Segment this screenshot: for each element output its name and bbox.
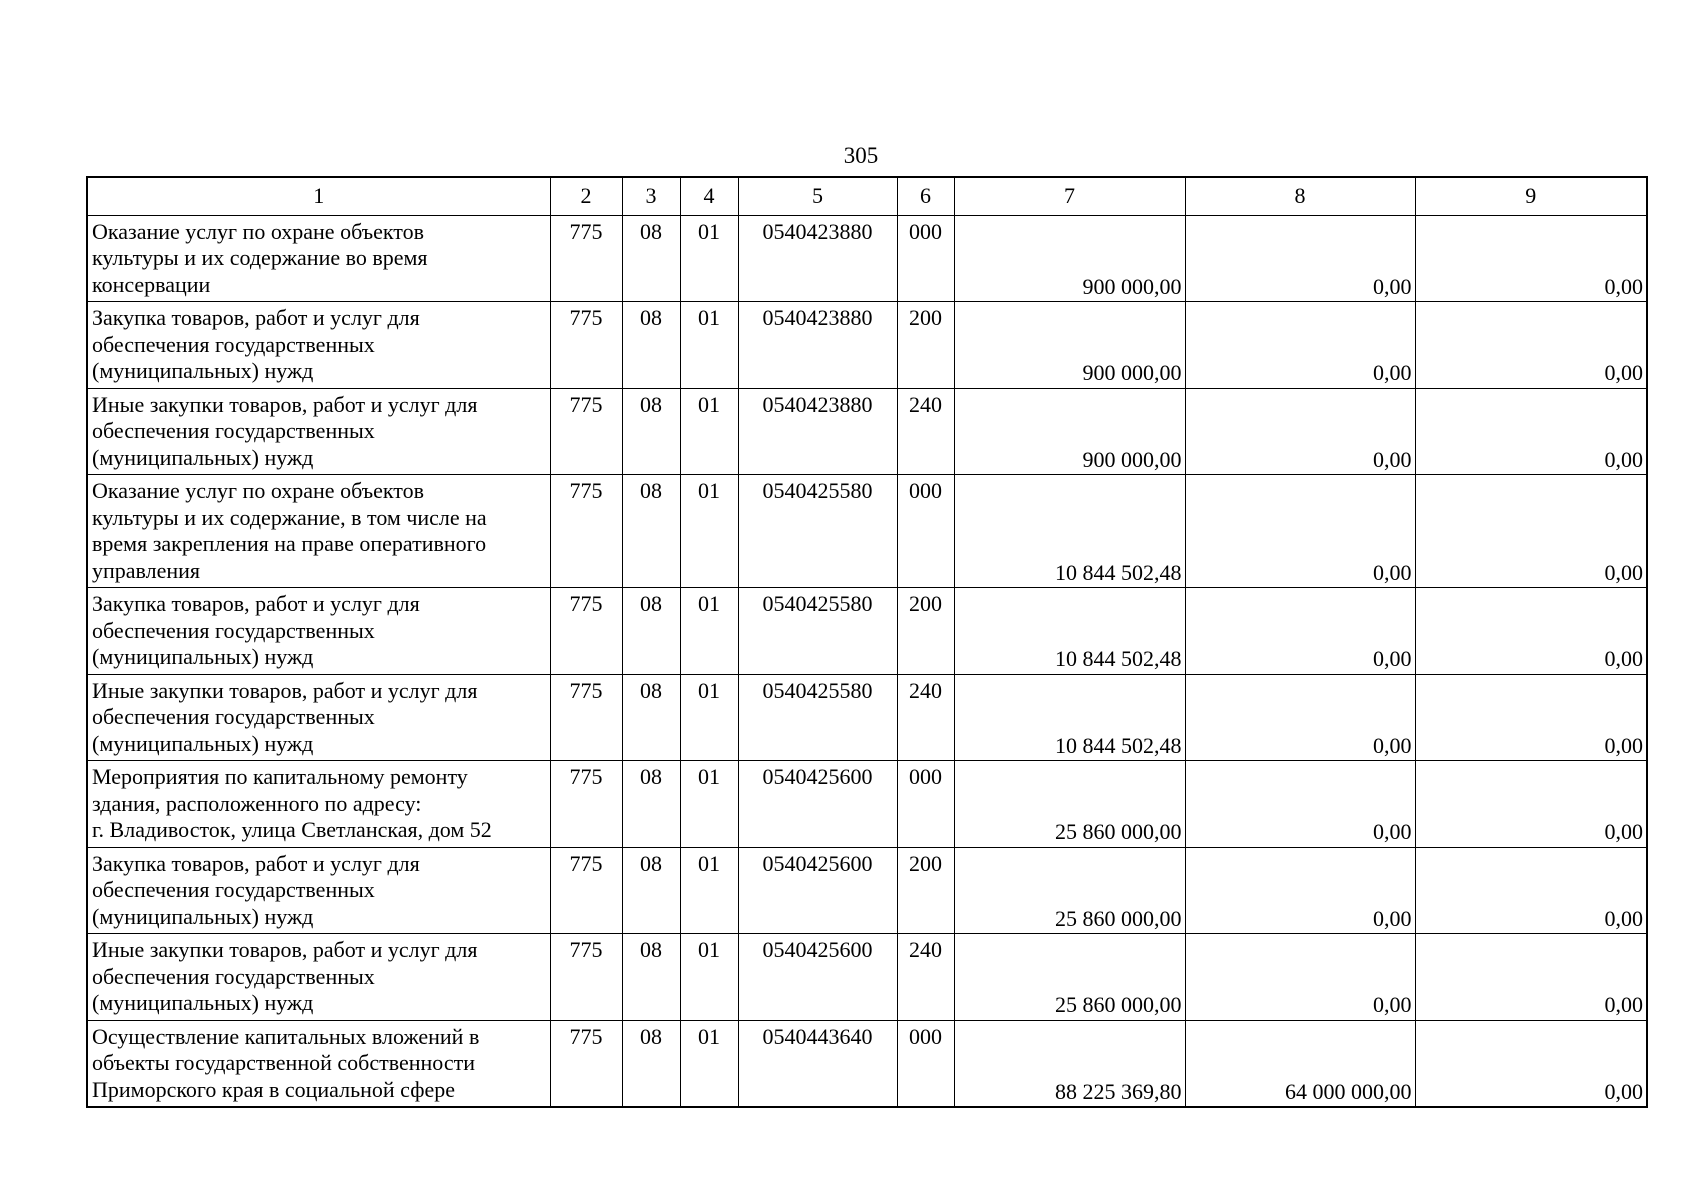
cell-target-article: 0540425580 bbox=[738, 674, 897, 761]
cell-amount-col8: 0,00 bbox=[1185, 674, 1415, 761]
budget-table bbox=[86, 176, 1648, 1108]
table-row bbox=[87, 674, 1647, 761]
cell-amount-col7: 900 000,00 bbox=[954, 215, 1185, 302]
cell-target-article: 0540425600 bbox=[738, 934, 897, 1021]
header-cell-3: 3 bbox=[622, 177, 680, 215]
table-row bbox=[87, 475, 1647, 588]
header-cell-5: 5 bbox=[738, 177, 897, 215]
cell-section: 08 bbox=[622, 215, 680, 302]
cell-target-article: 0540423880 bbox=[738, 388, 897, 475]
table-row bbox=[87, 215, 1647, 302]
cell-amount-col8: 0,00 bbox=[1185, 215, 1415, 302]
cell-description: Осуществление капитальных вложений в объекты государственной собственности Приморского края в социальной сфере bbox=[87, 1020, 550, 1107]
cell-subsection: 01 bbox=[680, 588, 738, 675]
header-cell-8: 8 bbox=[1185, 177, 1415, 215]
header-cell-2: 2 bbox=[550, 177, 622, 215]
cell-amount-col9: 0,00 bbox=[1415, 388, 1647, 475]
cell-subsection: 01 bbox=[680, 475, 738, 588]
table-row bbox=[87, 588, 1647, 675]
cell-amount-col9: 0,00 bbox=[1415, 674, 1647, 761]
header-cell-9: 9 bbox=[1415, 177, 1647, 215]
cell-section: 08 bbox=[622, 475, 680, 588]
header-cell-4: 4 bbox=[680, 177, 738, 215]
cell-amount-col7: 900 000,00 bbox=[954, 388, 1185, 475]
cell-expense-type: 240 bbox=[897, 934, 954, 1021]
cell-section: 08 bbox=[622, 588, 680, 675]
cell-description: Иные закупки товаров, работ и услуг для обеспечения государственных (муниципальных) нужд bbox=[87, 934, 550, 1021]
cell-section: 08 bbox=[622, 388, 680, 475]
cell-amount-col9: 0,00 bbox=[1415, 1020, 1647, 1107]
cell-amount-col8: 0,00 bbox=[1185, 475, 1415, 588]
cell-target-article: 0540423880 bbox=[738, 215, 897, 302]
cell-subsection: 01 bbox=[680, 388, 738, 475]
cell-subsection: 01 bbox=[680, 674, 738, 761]
cell-description: Закупка товаров, работ и услуг для обеспечения государственных (муниципальных) нужд bbox=[87, 302, 550, 389]
cell-section: 08 bbox=[622, 674, 680, 761]
cell-ministry-code: 775 bbox=[550, 475, 622, 588]
page-number: 305 bbox=[843, 143, 879, 168]
cell-amount-col7: 25 860 000,00 bbox=[954, 761, 1185, 848]
cell-target-article: 0540425580 bbox=[738, 588, 897, 675]
table-body bbox=[87, 215, 1647, 1107]
cell-section: 08 bbox=[622, 934, 680, 1021]
cell-amount-col8: 0,00 bbox=[1185, 847, 1415, 934]
table-row bbox=[87, 1020, 1647, 1107]
cell-target-article: 0540443640 bbox=[738, 1020, 897, 1107]
cell-target-article: 0540423880 bbox=[738, 302, 897, 389]
cell-ministry-code: 775 bbox=[550, 302, 622, 389]
header-cell-1: 1 bbox=[87, 177, 550, 215]
cell-amount-col9: 0,00 bbox=[1415, 475, 1647, 588]
cell-ministry-code: 775 bbox=[550, 588, 622, 675]
cell-ministry-code: 775 bbox=[550, 215, 622, 302]
cell-amount-col7: 10 844 502,48 bbox=[954, 674, 1185, 761]
cell-ministry-code: 775 bbox=[550, 934, 622, 1021]
cell-target-article: 0540425600 bbox=[738, 847, 897, 934]
table-row bbox=[87, 847, 1647, 934]
cell-expense-type: 240 bbox=[897, 674, 954, 761]
cell-expense-type: 240 bbox=[897, 388, 954, 475]
cell-amount-col7: 10 844 502,48 bbox=[954, 475, 1185, 588]
cell-amount-col7: 25 860 000,00 bbox=[954, 934, 1185, 1021]
cell-amount-col8: 0,00 bbox=[1185, 388, 1415, 475]
cell-expense-type: 000 bbox=[897, 215, 954, 302]
cell-expense-type: 200 bbox=[897, 588, 954, 675]
cell-expense-type: 200 bbox=[897, 847, 954, 934]
cell-description: Иные закупки товаров, работ и услуг для обеспечения государственных (муниципальных) нужд bbox=[87, 674, 550, 761]
table-row bbox=[87, 934, 1647, 1021]
table-row bbox=[87, 761, 1647, 848]
cell-subsection: 01 bbox=[680, 215, 738, 302]
cell-subsection: 01 bbox=[680, 847, 738, 934]
cell-description: Иные закупки товаров, работ и услуг для обеспечения государственных (муниципальных) нужд bbox=[87, 388, 550, 475]
cell-amount-col9: 0,00 bbox=[1415, 215, 1647, 302]
header-cell-7: 7 bbox=[954, 177, 1185, 215]
cell-amount-col9: 0,00 bbox=[1415, 302, 1647, 389]
cell-amount-col8: 0,00 bbox=[1185, 761, 1415, 848]
cell-ministry-code: 775 bbox=[550, 388, 622, 475]
cell-amount-col9: 0,00 bbox=[1415, 934, 1647, 1021]
table-row bbox=[87, 302, 1647, 389]
cell-ministry-code: 775 bbox=[550, 847, 622, 934]
cell-expense-type: 000 bbox=[897, 761, 954, 848]
cell-amount-col7: 10 844 502,48 bbox=[954, 588, 1185, 675]
cell-amount-col9: 0,00 bbox=[1415, 847, 1647, 934]
cell-subsection: 01 bbox=[680, 1020, 738, 1107]
cell-description: Мероприятия по капитальному ремонту здания, расположенного по адресу: г. Владивосток, улица Светланская, дом 52 bbox=[87, 761, 550, 848]
cell-amount-col7: 88 225 369,80 bbox=[954, 1020, 1185, 1107]
cell-amount-col8: 64 000 000,00 bbox=[1185, 1020, 1415, 1107]
cell-subsection: 01 bbox=[680, 302, 738, 389]
cell-expense-type: 200 bbox=[897, 302, 954, 389]
cell-subsection: 01 bbox=[680, 934, 738, 1021]
cell-amount-col8: 0,00 bbox=[1185, 588, 1415, 675]
header-row bbox=[87, 177, 1647, 215]
cell-target-article: 0540425580 bbox=[738, 475, 897, 588]
cell-description: Оказание услуг по охране объектов культуры и их содержание, в том числе на время закрепления на праве оперативного управления bbox=[87, 475, 550, 588]
cell-ministry-code: 775 bbox=[550, 761, 622, 848]
cell-amount-col7: 900 000,00 bbox=[954, 302, 1185, 389]
cell-section: 08 bbox=[622, 302, 680, 389]
cell-subsection: 01 bbox=[680, 761, 738, 848]
cell-amount-col7: 25 860 000,00 bbox=[954, 847, 1185, 934]
cell-amount-col9: 0,00 bbox=[1415, 588, 1647, 675]
cell-amount-col9: 0,00 bbox=[1415, 761, 1647, 848]
cell-amount-col8: 0,00 bbox=[1185, 302, 1415, 389]
table-row bbox=[87, 388, 1647, 475]
cell-description: Оказание услуг по охране объектов культуры и их содержание во время консервации bbox=[87, 215, 550, 302]
table-header bbox=[87, 177, 1647, 215]
cell-expense-type: 000 bbox=[897, 475, 954, 588]
cell-section: 08 bbox=[622, 847, 680, 934]
cell-target-article: 0540425600 bbox=[738, 761, 897, 848]
cell-ministry-code: 775 bbox=[550, 674, 622, 761]
cell-section: 08 bbox=[622, 1020, 680, 1107]
cell-ministry-code: 775 bbox=[550, 1020, 622, 1107]
cell-description: Закупка товаров, работ и услуг для обеспечения государственных (муниципальных) нужд bbox=[87, 588, 550, 675]
header-cell-6: 6 bbox=[897, 177, 954, 215]
cell-amount-col8: 0,00 bbox=[1185, 934, 1415, 1021]
cell-description: Закупка товаров, работ и услуг для обеспечения государственных (муниципальных) нужд bbox=[87, 847, 550, 934]
cell-section: 08 bbox=[622, 761, 680, 848]
cell-expense-type: 000 bbox=[897, 1020, 954, 1107]
